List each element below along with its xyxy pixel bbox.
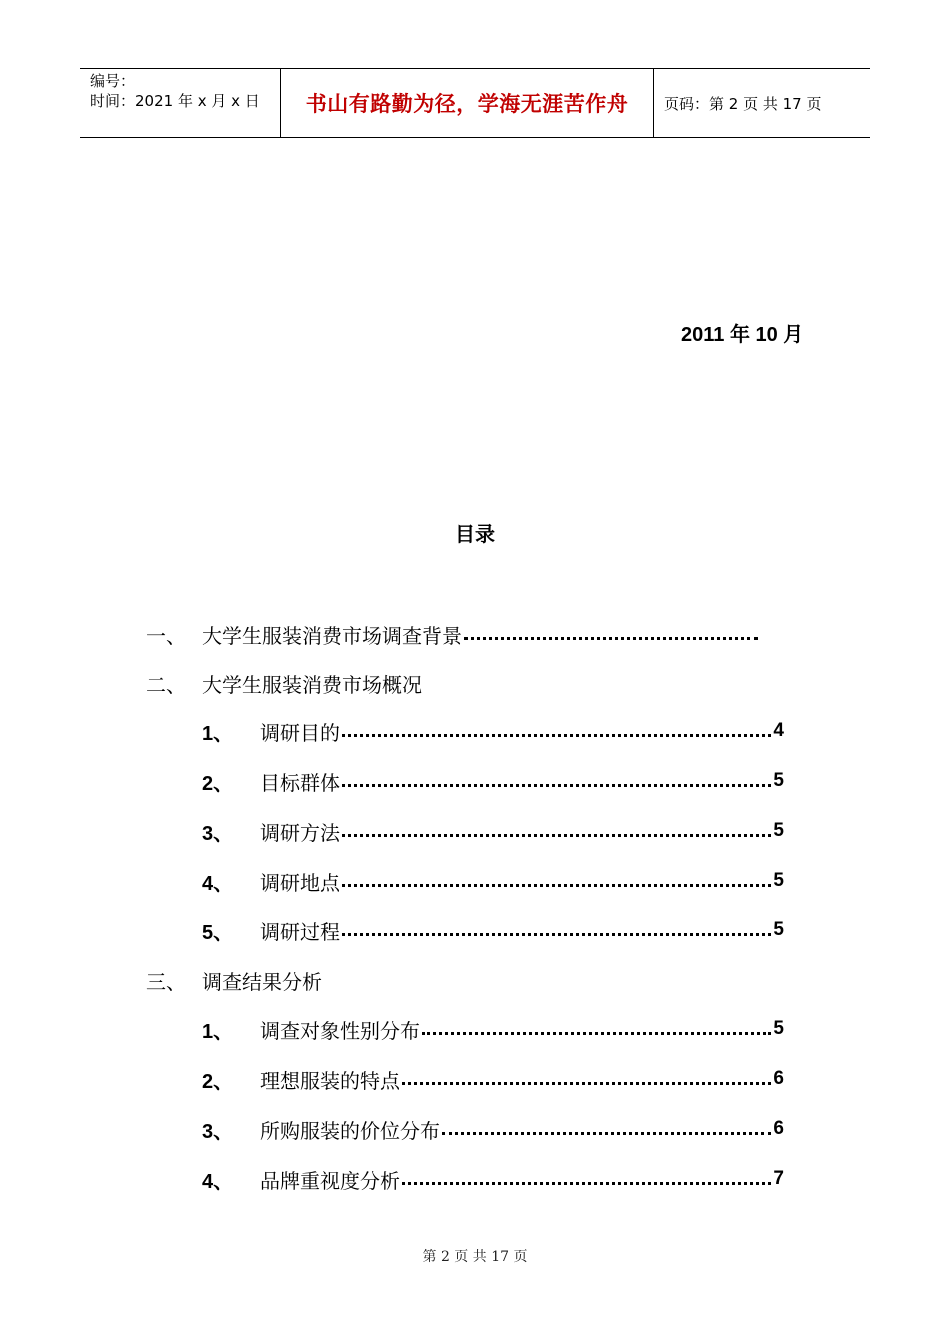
toc-entry[interactable]: [202, 1065, 784, 1093]
toc-entry[interactable]: [146, 966, 322, 994]
toc-entry[interactable]: [202, 767, 784, 795]
toc-leader-dots: [342, 933, 771, 936]
toc-leader-dots: [442, 1132, 771, 1135]
toc-entry-number: 3、: [202, 822, 234, 845]
toc-entry-page: 6: [773, 1118, 784, 1139]
toc-entry[interactable]: [146, 620, 760, 648]
toc-leader-dots: [402, 1182, 771, 1185]
toc-entry-label: 调研方法: [260, 820, 340, 845]
toc-leader-dots: [342, 784, 771, 787]
toc-leader-dots: [422, 1032, 771, 1035]
header-motto: 书山有路勤为径，学海无涯苦作舟: [305, 92, 629, 116]
document-number-label: 编号：: [90, 72, 136, 90]
header-motto-cell: [281, 69, 654, 137]
toc-entry-label: 调研地点: [260, 870, 340, 895]
toc-entry-number: 二、: [146, 672, 186, 697]
toc-entry[interactable]: [202, 867, 784, 895]
header-meta: [80, 69, 281, 137]
toc-entry-label: 调研目的: [260, 720, 340, 745]
toc-leader-dots: [464, 637, 758, 640]
toc-leader-dots: [402, 1082, 771, 1085]
toc-entry-number: 1、: [202, 1020, 234, 1043]
toc-entry-number: 三、: [146, 969, 186, 994]
toc-entry-page: 4: [773, 720, 784, 741]
toc-entry-page: 5: [773, 770, 784, 791]
toc-entry-number: 4、: [202, 1170, 234, 1193]
toc-entry-label: 调查结果分析: [202, 969, 322, 994]
toc-entry[interactable]: [202, 1015, 784, 1043]
toc-entry-label: 调研过程: [260, 919, 340, 944]
toc-leader-dots: [342, 884, 771, 887]
toc-entry-number: 4、: [202, 872, 234, 895]
toc-entry[interactable]: [146, 669, 422, 697]
toc-entry-label: 大学生服装消费市场调查背景: [202, 623, 462, 648]
toc-entry[interactable]: [202, 1115, 784, 1143]
toc-entry[interactable]: [202, 817, 784, 845]
toc-entry-number: 3、: [202, 1120, 234, 1143]
toc-entry-page: 7: [773, 1168, 784, 1189]
toc-entry-label: 所购服装的价位分布: [260, 1118, 440, 1143]
report-date: 2011 年 10 月: [681, 324, 804, 346]
toc-entry-page: 5: [773, 1018, 784, 1039]
toc-entry[interactable]: [202, 916, 784, 944]
toc-leader-dots: [342, 834, 771, 837]
toc-entry-label: 大学生服装消费市场概况: [202, 672, 422, 697]
document-time-label: 时间：2021 年 x 月 x 日: [90, 92, 260, 110]
toc-entry-number: 2、: [202, 772, 234, 795]
toc-entry-page: 5: [773, 870, 784, 891]
toc-entry-number: 2、: [202, 1070, 234, 1093]
toc-entry[interactable]: [202, 717, 784, 745]
toc-leader-dots: [342, 734, 771, 737]
toc-entry-label: 理想服装的特点: [260, 1068, 400, 1093]
toc-entry-page: 6: [773, 1068, 784, 1089]
page-header: [80, 68, 870, 138]
toc-entry-number: 1、: [202, 722, 234, 745]
page-footer: 第 2 页 共 17 页: [422, 1249, 528, 1265]
toc-entry-label: 目标群体: [260, 770, 340, 795]
toc-title: 目录: [455, 522, 495, 546]
toc-entry-number: 5、: [202, 921, 234, 944]
toc-entry-label: 品牌重视度分析: [260, 1168, 400, 1193]
toc-entry-label: 调查对象性别分布: [260, 1018, 420, 1043]
header-page-info: 页码：第 2 页 共 17 页: [664, 94, 822, 113]
toc-entry-page: 5: [773, 820, 784, 841]
toc-entry[interactable]: [202, 1165, 784, 1193]
toc-entry-page: 5: [773, 919, 784, 940]
toc-entry-number: 一、: [146, 623, 186, 648]
